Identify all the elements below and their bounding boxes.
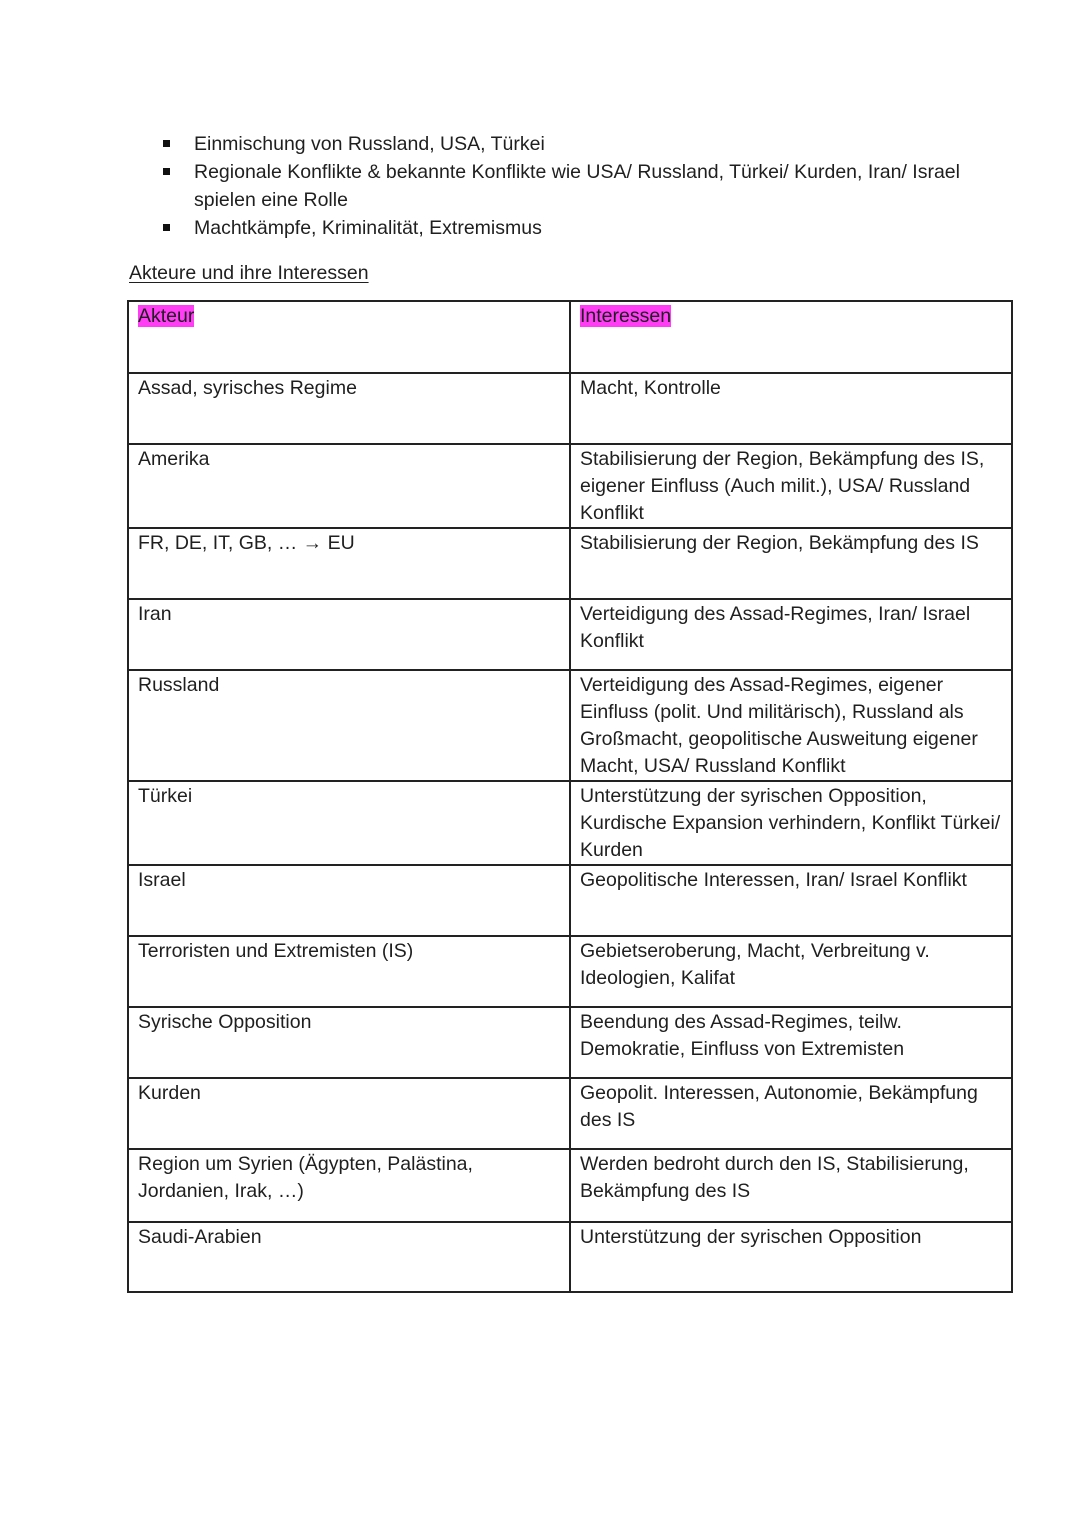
interests-cell: Verteidigung des Assad-Regimes, Iran/ Israel Konflikt xyxy=(570,599,1012,670)
section-title: Akteure und ihre Interessen xyxy=(129,262,369,284)
interests-cell: Geopolitische Interessen, Iran/ Israel Konflikt xyxy=(570,865,1012,936)
table-row xyxy=(128,444,1012,528)
bullet-item xyxy=(160,214,960,242)
bullet-text: Machtkämpfe, Kriminalität, Extremismus xyxy=(194,217,542,239)
table-row xyxy=(128,865,1012,936)
actor-cell: Kurden xyxy=(128,1078,570,1149)
interests-cell: Macht, Kontrolle xyxy=(570,373,1012,444)
table-row xyxy=(128,373,1012,444)
bullet-list xyxy=(160,130,960,242)
table-row xyxy=(128,1078,1012,1149)
interests-cell: Unterstützung der syrischen Opposition, Kurdische Expansion verhindern, Konflikt Türkei/ Kurden xyxy=(570,781,1012,865)
actors-table xyxy=(127,300,1013,1293)
table-header-row xyxy=(128,301,1012,373)
interests-cell: Stabilisierung der Region, Bekämpfung des IS xyxy=(570,528,1012,599)
header-cell-interests xyxy=(570,301,1012,373)
actor-cell: Türkei xyxy=(128,781,570,865)
bullet-text: Einmischung von Russland, USA, Türkei xyxy=(194,133,545,155)
actor-cell: Israel xyxy=(128,865,570,936)
table-row xyxy=(128,936,1012,1007)
table-row xyxy=(128,781,1012,865)
actor-cell: Syrische Opposition xyxy=(128,1007,570,1078)
header-interests-label: Interessen xyxy=(580,305,672,327)
actor-cell: Saudi-Arabien xyxy=(128,1222,570,1292)
square-bullet-icon xyxy=(163,224,170,231)
actor-cell: Amerika xyxy=(128,444,570,528)
interests-cell: Werden bedroht durch den IS, Stabilisierung, Bekämpfung des IS xyxy=(570,1149,1012,1222)
table-row xyxy=(128,670,1012,781)
table-row xyxy=(128,528,1012,599)
square-bullet-icon xyxy=(163,140,170,147)
interests-cell: Verteidigung des Assad-Regimes, eigener Einfluss (polit. Und militärisch), Russland als Großmacht, geopolitische Ausweitung eigener Macht, USA/ Russland Konflikt xyxy=(570,670,1012,781)
interests-cell: Stabilisierung der Region, Bekämpfung des IS, eigener Einfluss (Auch milit.), USA/ Russland Konflikt xyxy=(570,444,1012,528)
interests-cell: Geopolit. Interessen, Autonomie, Bekämpfung des IS xyxy=(570,1078,1012,1149)
header-cell-actor xyxy=(128,301,570,373)
table-row xyxy=(128,1222,1012,1292)
header-actor-label: Akteur xyxy=(138,305,195,327)
square-bullet-icon xyxy=(163,168,170,175)
actor-cell: Assad, syrisches Regime xyxy=(128,373,570,444)
bullet-item xyxy=(160,158,960,214)
actor-cell: Russland xyxy=(128,670,570,781)
interests-cell: Gebietseroberung, Macht, Verbreitung v. Ideologien, Kalifat xyxy=(570,936,1012,1007)
bullet-item xyxy=(160,130,960,158)
actor-cell: Terroristen und Extremisten (IS) xyxy=(128,936,570,1007)
actor-cell: FR, DE, IT, GB, … → EU xyxy=(128,528,570,599)
interests-cell: Unterstützung der syrischen Opposition xyxy=(570,1222,1012,1292)
actor-cell: Iran xyxy=(128,599,570,670)
bullet-text: Regionale Konflikte & bekannte Konflikte wie USA/ Russland, Türkei/ Kurden, Iran/ Israel spielen eine Rolle xyxy=(194,161,960,211)
table-row xyxy=(128,599,1012,670)
interests-cell: Beendung des Assad-Regimes, teilw. Demokratie, Einfluss von Extremisten xyxy=(570,1007,1012,1078)
table-row xyxy=(128,1149,1012,1222)
actor-cell: Region um Syrien (Ägypten, Palästina, Jordanien, Irak, …) xyxy=(128,1149,570,1222)
table-row xyxy=(128,1007,1012,1078)
